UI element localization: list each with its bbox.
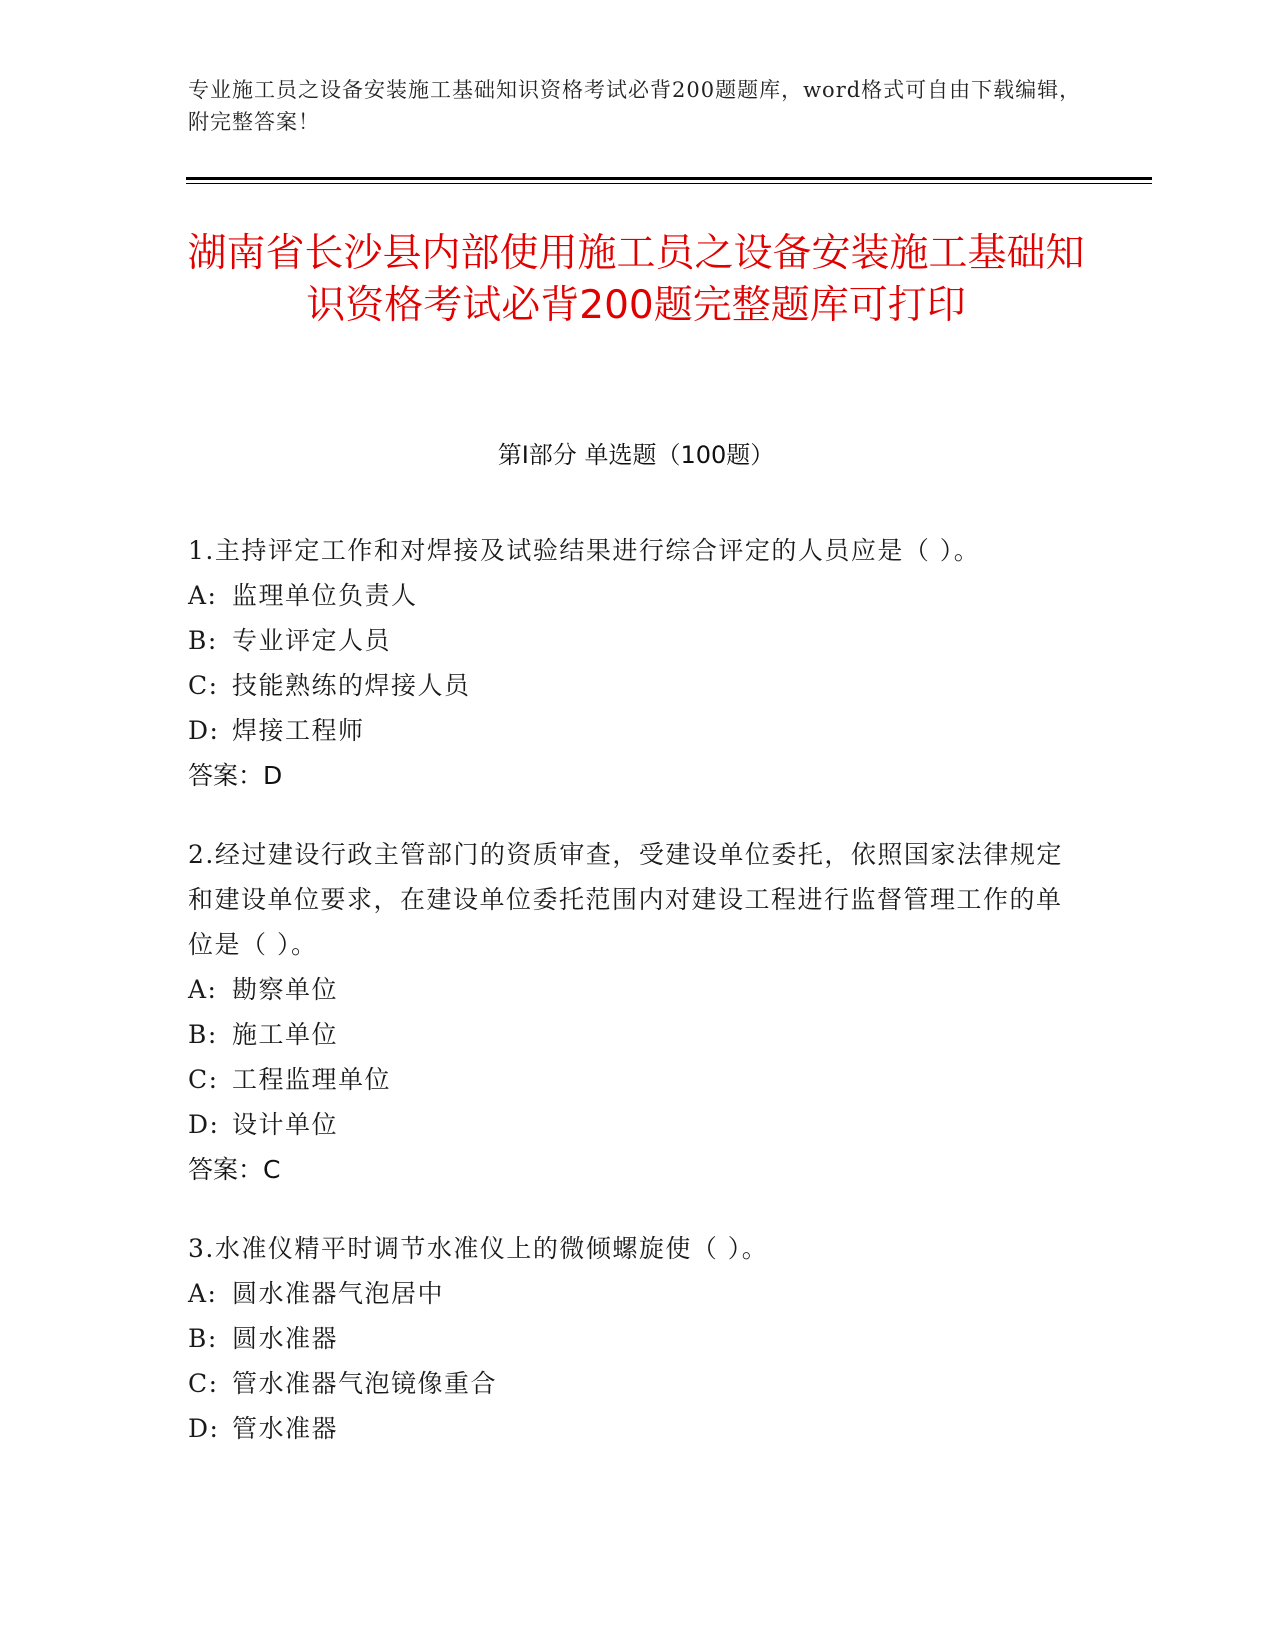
- option-text: 设计单位: [232, 1110, 339, 1139]
- option-d: [188, 1406, 1068, 1451]
- option-b: [188, 618, 1068, 663]
- option-key: D:: [188, 1110, 220, 1139]
- option-c: [188, 1057, 1068, 1102]
- option-text: 圆水准器: [232, 1324, 339, 1353]
- question-3: [188, 1226, 1068, 1451]
- option-a: [188, 1271, 1068, 1316]
- option-a: [188, 573, 1068, 618]
- option-d: [188, 708, 1068, 753]
- answer-line: 答案：D: [188, 761, 283, 790]
- option-key: C:: [188, 1065, 219, 1094]
- question-stem: 2.经过建设行政主管部门的资质审查，受建设单位委托，依照国家法律规定和建设单位要求，在建设单位委托范围内对建设工程进行监督管理工作的单位是（ ）。: [188, 840, 1063, 959]
- option-key: A:: [188, 1279, 218, 1308]
- option-key: C:: [188, 671, 219, 700]
- option-key: A:: [188, 975, 218, 1004]
- option-b: [188, 1012, 1068, 1057]
- question-2: [188, 832, 1068, 1192]
- option-key: C:: [188, 1369, 219, 1398]
- option-text: 圆水准器气泡居中: [232, 1279, 445, 1308]
- option-a: [188, 967, 1068, 1012]
- option-key: B:: [188, 1020, 218, 1049]
- document-title: 湖南省长沙县内部使用施工员之设备安装施工基础知识资格考试必背200题完整题库可打印: [187, 231, 1085, 328]
- option-text: 工程监理单位: [232, 1065, 392, 1094]
- option-key: D:: [188, 716, 220, 745]
- section-title: 第Ⅰ部分 单选题（100题）: [497, 441, 775, 469]
- option-text: 施工单位: [232, 1020, 339, 1049]
- option-text: 管水准器气泡镜像重合: [232, 1369, 498, 1398]
- option-text: 监理单位负责人: [232, 581, 418, 610]
- header-note: 专业施工员之设备安装施工基础知识资格考试必背200题题库，word格式可自由下载编辑，附完整答案！: [188, 78, 1082, 134]
- question-1: [188, 528, 1068, 798]
- option-c: [188, 1361, 1068, 1406]
- option-text: 技能熟练的焊接人员: [232, 671, 471, 700]
- option-b: [188, 1316, 1068, 1361]
- question-stem: 3.水准仪精平时调节水准仪上的微倾螺旋使（ ）。: [188, 1234, 769, 1263]
- option-text: 管水准器: [232, 1414, 339, 1443]
- option-key: B:: [188, 1324, 218, 1353]
- question-stem: 1.主持评定工作和对焊接及试验结果进行综合评定的人员应是（ ）。: [188, 536, 981, 565]
- option-text: 专业评定人员: [232, 626, 392, 655]
- option-c: [188, 663, 1068, 708]
- option-key: B:: [188, 626, 218, 655]
- option-key: D:: [188, 1414, 220, 1443]
- option-d: [188, 1102, 1068, 1147]
- option-text: 勘察单位: [232, 975, 339, 1004]
- option-key: A:: [188, 581, 218, 610]
- header-rule-thin: [186, 183, 1152, 184]
- answer-line: 答案：C: [188, 1155, 281, 1184]
- question-list: [188, 528, 1068, 1485]
- option-text: 焊接工程师: [232, 716, 365, 745]
- header-rule-thick: [186, 177, 1152, 180]
